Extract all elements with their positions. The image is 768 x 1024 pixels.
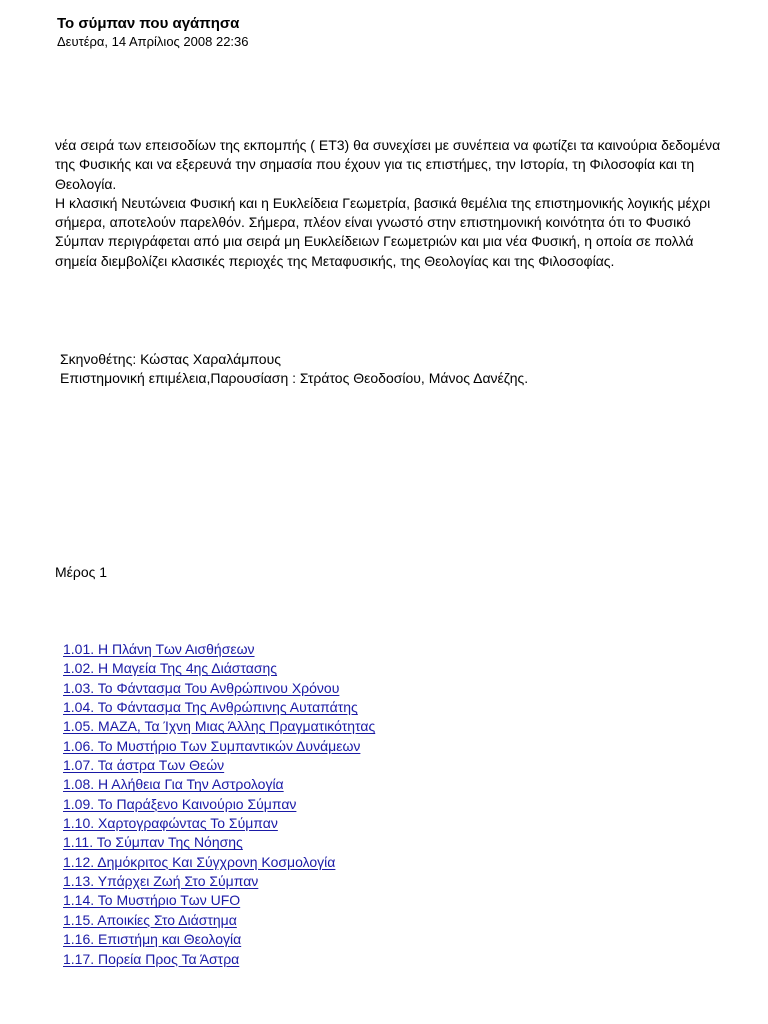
episode-link[interactable]: 1.14. Το Μυστήριο Των UFO <box>63 892 241 909</box>
episode-link[interactable]: 1.16. Επιστήμη και Θεολογία <box>63 931 242 948</box>
list-item <box>63 930 375 949</box>
list-item <box>63 872 375 891</box>
list-item <box>63 698 375 717</box>
episode-link[interactable]: 1.12. Δημόκριτος Και Σύγχρονη Κοσμολογία <box>63 853 336 870</box>
list-item <box>63 679 375 698</box>
episode-link[interactable]: 1.11. Το Σύμπαν Της Νόησης <box>63 834 243 851</box>
part-label: Μέρος 1 <box>55 564 108 580</box>
list-item <box>63 640 375 659</box>
article-paragraph: νέα σειρά των επεισοδίων της εκπομπής ( ΕΤ3) θα συνεχίσει με συνέπεια να φωτίζει τα καινούρια δεδομένα της Φυσικής και να εξερευνά την σημασία που έχουν για τις επιστήμες, την Ιστορία, τη Φιλοσοφία και τη Θεολογία. <box>55 137 721 192</box>
list-item <box>63 659 375 678</box>
episode-link[interactable]: 1.04. Το Φάντασμα Της Ανθρώπινης Αυταπάτης <box>63 699 358 716</box>
list-item <box>63 737 375 756</box>
list-item <box>63 833 375 852</box>
episode-link[interactable]: 1.05. ΜΑΖΑ, Τα Ίχνη Μιας Άλλης Πραγματικότητας <box>63 718 376 735</box>
episode-link[interactable]: 1.07. Τα άστρα Των Θεών <box>63 757 225 774</box>
list-item <box>63 891 375 910</box>
episode-link[interactable]: 1.10. Χαρτογραφώντας Το Σύμπαν <box>63 815 278 832</box>
episode-list <box>63 640 375 969</box>
list-item <box>63 775 375 794</box>
list-item <box>63 814 375 833</box>
list-item <box>63 853 375 872</box>
scientific-credit: Επιστημονική επιμέλεια,Παρουσίαση : Στράτος Θεοδοσίου, Μάνος Δανέζης. <box>60 370 529 386</box>
page-title: Το σύμπαν που αγάπησα <box>57 15 240 32</box>
list-item <box>63 950 375 969</box>
director-credit: Σκηνοθέτης: Κώστας Χαραλάμπους <box>60 351 281 367</box>
article-paragraph: Η κλασική Νευτώνεια Φυσική και η Ευκλείδεια Γεωμετρία, βασικά θεμέλια της επιστημονικής λογικής μέχρι σήμερα, αποτελούν παρελθόν. Σήμερα, πλέον είναι γνωστό στην επιστημονική κοινότητα ότι το Φυσικό Σύμπαν περιγράφεται από μια σειρά μη Ευκλείδειων Γεωμετριών και μια νέα Φυσική, η οποία σε πολλά σημεία διεμβολίζει κλασικές περιοχές της Μεταφυσικής, της Θεολογίας και της Φιλοσοφίας. <box>55 194 711 269</box>
episode-link[interactable]: 1.15. Αποικίες Στο Διάστημα <box>63 911 237 928</box>
episode-link[interactable]: 1.13. Υπάρχει Ζωή Στο Σύμπαν <box>63 873 259 890</box>
episode-link[interactable]: 1.17. Πορεία Προς Τα Άστρα <box>63 950 240 967</box>
episode-link[interactable]: 1.09. Το Παράξενο Καινούριο Σύμπαν <box>63 795 297 812</box>
episode-link[interactable]: 1.03. Το Φάντασμα Του Ανθρώπινου Χρόνου <box>63 679 340 696</box>
credits <box>60 350 528 388</box>
episode-link[interactable]: 1.06. Το Μυστήριο Των Συμπαντικών Δυνάμεων <box>63 737 361 754</box>
list-item <box>63 717 375 736</box>
episode-link[interactable]: 1.02. Η Μαγεία Της 4ης Διάστασης <box>63 660 278 677</box>
post-date: Δευτέρα, 14 Απρίλιος 2008 22:36 <box>57 34 249 49</box>
episode-link[interactable]: 1.08. Η Αλήθεια Για Την Αστρολογία <box>63 776 284 793</box>
article-body <box>55 136 725 271</box>
episode-link[interactable]: 1.01. Η Πλάνη Των Αισθήσεων <box>63 641 255 657</box>
list-item <box>63 756 375 775</box>
list-item <box>63 911 375 930</box>
list-item <box>63 795 375 814</box>
